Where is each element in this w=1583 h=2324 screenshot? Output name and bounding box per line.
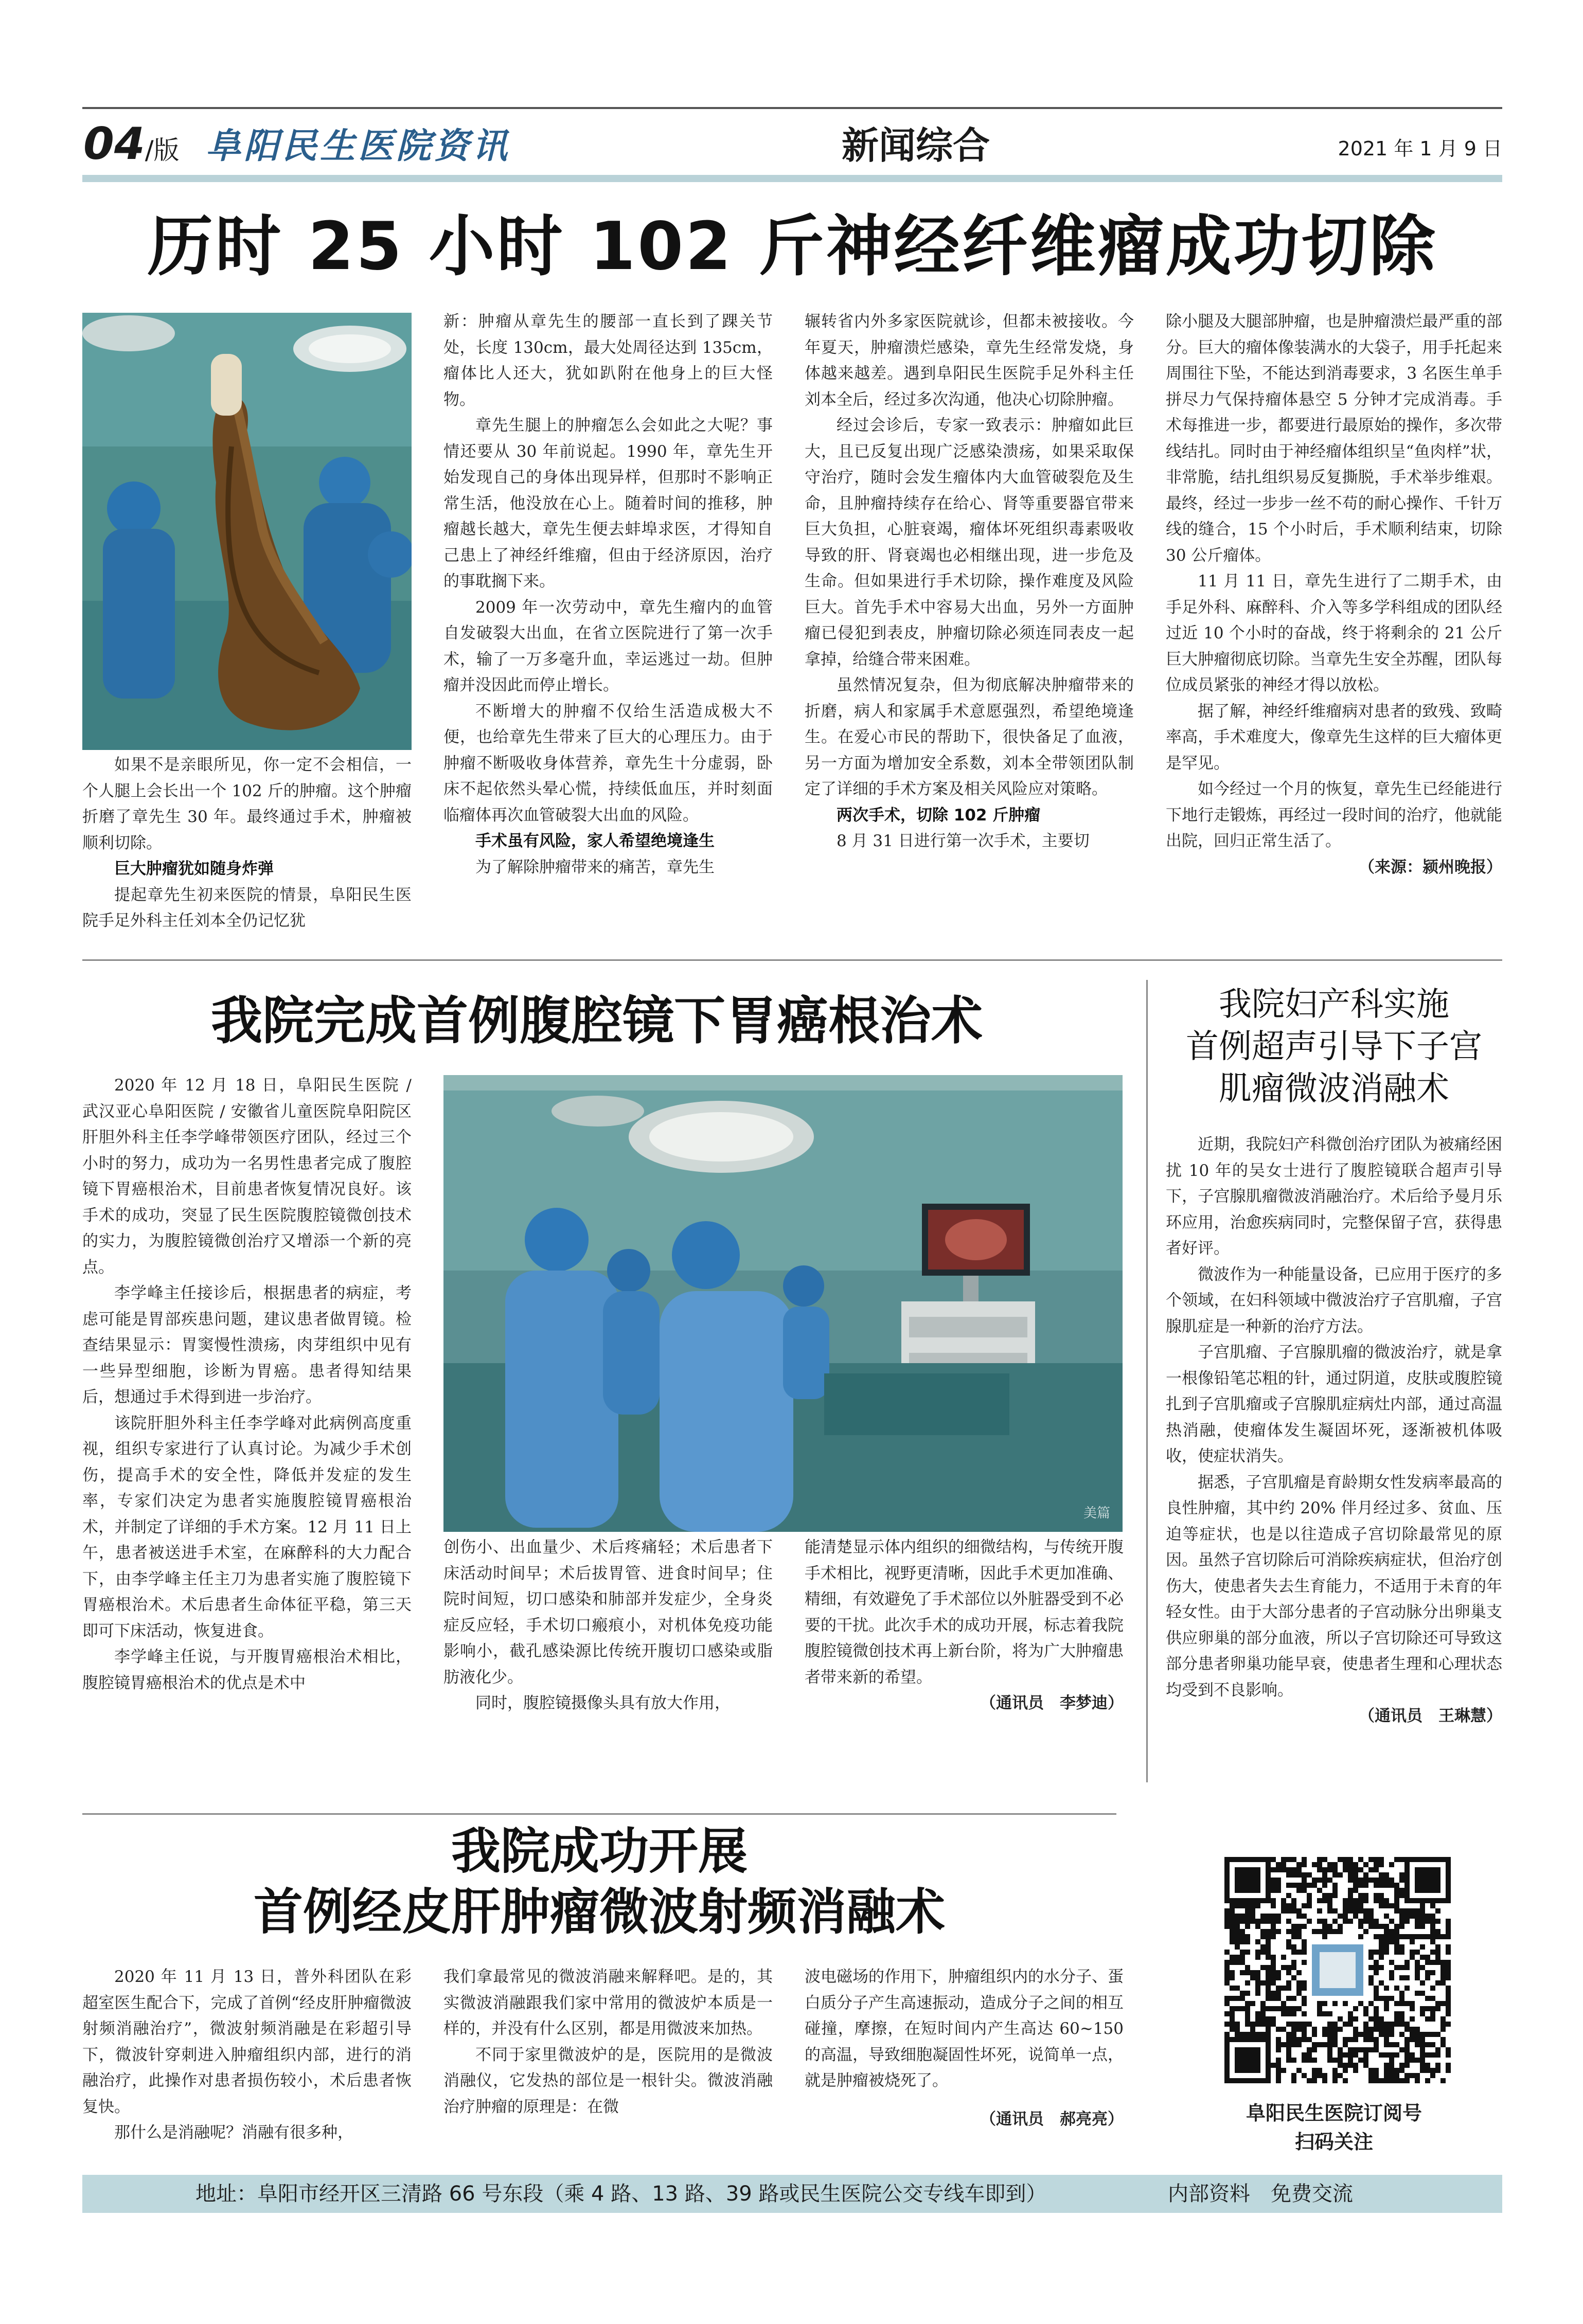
article1-col4-para2: 11 月 11 日，章先生进行了二期手术，由手足外科、麻醉科、介入等多学科组成的团队经过近 10 个小时的奋战，终于将剩余的 21 公斤巨大肿瘤彻底切除。当章先生安全苏醒，团队每位成员紧张的神经才得以放松。 bbox=[1166, 572, 1502, 694]
article2-col1-para2: 李学峰主任接诊后，根据患者的病症，考虑可能是胃部疾患问题，建议患者做胃镜。检查结果显示：胃窦慢性溃疡，肉芽组织中见有一些异型细胞，诊断为胃癌。患者得知结果后，想通过手术得到进一步治疗。 bbox=[82, 1284, 412, 1406]
qr-caption-line1: 阜阳民生医院订阅号 bbox=[1246, 2102, 1422, 2124]
photo-watermark: 美篇 bbox=[1083, 1506, 1110, 1521]
footer-address: 地址：阜阳市经开区三清路 66 号东段（乘 4 路、13 路、39 路或民生医院公交专线车即到） bbox=[195, 2182, 1047, 2206]
article3-title-line1: 我院妇产科实施 bbox=[1219, 986, 1449, 1024]
subscription-qr-code[interactable] bbox=[1224, 1857, 1451, 2083]
article1-subhead3: 两次手术，切除 102 斤肿瘤 bbox=[837, 806, 1041, 825]
article4-col1 bbox=[82, 1964, 412, 2146]
article1-col4 bbox=[1166, 309, 1502, 880]
article1-col2-para-after: 为了解除肿瘤带来的痛苦，章先生 bbox=[475, 857, 715, 877]
article4-title-line2: 首例经皮肝肿瘤微波射频消融术 bbox=[254, 1883, 945, 1941]
article1-col4-para3: 据了解，神经纤维瘤病对患者的致残、致畸率高，手术难度大，像章先生这样的巨大瘤体更是罕见。 bbox=[1166, 702, 1502, 773]
article4-credit: （通讯员 郝亮亮） bbox=[980, 2110, 1124, 2129]
footer-band bbox=[82, 2175, 1502, 2213]
paper-name: 阜阳民生医院资讯 bbox=[206, 126, 511, 167]
article1-title: 历时 25 小时 102 斤神经纤维瘤成功切除 bbox=[147, 208, 1437, 285]
footer-note: 内部资料 免费交流 bbox=[1168, 2182, 1353, 2206]
article1-subhead2: 手术虽有风险，家人希望绝境逢生 bbox=[475, 832, 715, 850]
article1-bottom-rule bbox=[82, 959, 1502, 961]
article1-col3 bbox=[805, 309, 1134, 854]
article4-col2 bbox=[443, 1964, 773, 2120]
section-name: 新闻综合 bbox=[841, 123, 990, 167]
article1-col2-para1: 新：肿瘤从章先生的腰部一直长到了踝关节处，长度 130cm，最大处周径达到 135cm，瘤体比人还大，犹如趴附在他身上的巨大怪物。 bbox=[443, 312, 773, 409]
article3-para3: 子宫肌瘤、子宫腺肌瘤的微波治疗，就是拿一根像铅笔芯粗的针，通过阴道，皮肤或腹腔镜扎到子宫肌瘤或子宫腺肌症病灶内部，通过高温热消融，使瘤体发生凝固坏死，逐渐被机体吸收，使症状消失。 bbox=[1166, 1343, 1502, 1465]
article3-body bbox=[1166, 1132, 1502, 1729]
article1-col1 bbox=[82, 752, 412, 934]
article3-title-line3: 肌瘤微波消融术 bbox=[1219, 1070, 1449, 1108]
article2-bottom-rule bbox=[82, 1813, 1116, 1815]
article3-para2: 微波作为一种能量设备，已应用于医疗的多个领域，在妇科领域中微波治疗子宫肌瘤，子宫腺肌症是一种新的治疗方法。 bbox=[1166, 1265, 1502, 1336]
article1-col4-para1: 除小腿及大腿部肿瘤，也是肿瘤溃烂最严重的部分。巨大的瘤体像装满水的大袋子，用手托起来周围往下坠，不能达到消毒要求，3 名医生单手拼尽力气保持瘤体悬空 5 分钟才完成消毒。手术每推进一步，都要进行最原始的操作，多次带线结扎。同时由于神经瘤体组织呈“鱼肉样”状，非常脆，结扎组织易反复撕脱，手术举步维艰。最终，经过一步步一丝不苟的耐心操作、千针万线的缝合，15 个小时后，手术顺利结束，切除 30 公斤瘤体。 bbox=[1166, 312, 1502, 565]
article2-col2 bbox=[443, 1534, 773, 1717]
article2-col3 bbox=[805, 1534, 1124, 1717]
article2-col1-para3: 该院肝胆外科主任李学峰对此病例高度重视，组织专家进行了认真讨论。为减少手术创伤，提高手术的安全性，降低并发症的发生率，专家们决定为患者实施腹腔镜胃癌根治术，并制定了详细的手术方案。12 月 11 日上午，患者被送进手术室，在麻醉科的大力配合下，由李学峰主任主刀为患者实施了腹腔镜下胃癌根治术。术后患者生命体征平稳，第三天即可下床活动，恢复进食。 bbox=[82, 1414, 412, 1640]
article4-col2-para1: 我们拿最常见的微波消融来解释吧。是的，其实微波消融跟我们家中常用的微波炉本质是一样的，并没有什么区别，都是用微波来加热。 bbox=[443, 1968, 773, 2038]
issue-date: 2021 年 1 月 9 日 bbox=[1338, 137, 1502, 160]
right-column-divider bbox=[1146, 980, 1148, 1782]
article4-col1-para1: 2020 年 11 月 13 日，普外科团队在彩超室医生配合下，完成了首例“经皮肝肿瘤微波射频消融治疗”，微波射频消融是在彩超引导下，微波针穿刺进入肿瘤组织内部，进行的消融治疗，此操作对患者损伤较小，术后患者恢复快。 bbox=[82, 1968, 412, 2116]
article1-col4-para4: 如今经过一个月的恢复，章先生已经能进行下地行走锻炼，再经过一段时间的治疗，他就能出院，回归正常生活了。 bbox=[1166, 780, 1502, 850]
article2-col1-para1: 2020 年 12 月 18 日，阜阳民生医院 / 武汉亚心阜阳医院 / 安徽省儿童医院阜阳院区肝胆外科主任李学峰带领医疗团队，经过三个小时的努力，成功为一名男性患者完成了腹腔镜下胃癌根治术，目前患者恢复情况良好。该手术的成功，突显了民生医院腹腔镜微创技术的实力，为腹腔镜微创治疗又增添一个新的亮点。 bbox=[82, 1076, 412, 1277]
qr-caption bbox=[1166, 2099, 1502, 2156]
article2-col2-para1: 创伤小、出血量少、术后疼痛轻；术后患者下床活动时间早；术后拔胃管、进食时间早；住院时间短，切口感染和肺部并发症少，全身炎症反应轻，手术切口瘢痕小，对机体免疫功能影响小，截孔感染源比传统开腹切口感染或脂肪液化少。 bbox=[443, 1538, 773, 1687]
article4-title-line1: 我院成功开展 bbox=[451, 1822, 748, 1880]
article1-surgery-photo bbox=[82, 313, 412, 750]
article2-col2-para2: 同时，腹腔镜摄像头具有放大作用， bbox=[475, 1694, 731, 1712]
article4-title bbox=[82, 1821, 1116, 1942]
article2-title: 我院完成首例腹腔镜下胃癌根治术 bbox=[211, 991, 983, 1051]
article4-col2-para2: 不同于家里微波炉的是，医院用的是微波消融仪，它发热的部位是一根针尖。微波消融治疗肿瘤的原理是：在微 bbox=[443, 2045, 773, 2116]
article3-credit: （通讯员 王琳慧） bbox=[1359, 1707, 1502, 1725]
article1-col1-para-after: 提起章先生初来医院的情景，阜阳民生医院手足外科主任刘本全仍记忆犹 bbox=[82, 885, 412, 930]
article1-col2 bbox=[443, 309, 773, 880]
article1-col1-para: 如果不是亲眼所见，你一定不会相信，一个人腿上会长出一个 102 斤的肿瘤。这个肿瘤折磨了章先生 30 年。最终通过手术，肿瘤被顺利切除。 bbox=[82, 756, 412, 852]
article1-col2-para2: 章先生腿上的肿瘤怎么会如此之大呢？事情还要从 30 年前说起。1990 年，章先生开始发现自己的身体出现异样，但那时不影响正常生活，他没放在心上。随着时间的推移，肿瘤越长越大，章先生便去蚌埠求医，才得知自己患上了神经纤维瘤，但由于经济原因，治疗的事耽搁下来。 bbox=[443, 416, 773, 591]
article4-col3 bbox=[805, 1964, 1124, 2132]
article3-title bbox=[1166, 984, 1502, 1110]
article1-col3-para-after: 8 月 31 日进行第一次手术，主要切 bbox=[837, 832, 1090, 850]
page-number: 04/版 bbox=[83, 118, 180, 170]
article1-col3-para3: 虽然情况复杂，但为彻底解决肿瘤带来的折磨，病人和家属手术意愿强烈，希望绝境逢生。在爱心市民的帮助下，很快备足了血液，另一方面为增加安全系数，刘本全带领团队制定了详细的手术方案及相关风险应对策略。 bbox=[805, 676, 1134, 798]
article1-col3-para1: 辗转省内外多家医院就诊，但都未被接收。今年夏天，肿瘤溃烂感染，章先生经常发烧，身体越来越差。遇到阜阳民生医院手足外科主任刘本全后，经过多次沟通，他决心切除肿瘤。 bbox=[805, 312, 1134, 409]
article2-credit: （通讯员 李梦迪） bbox=[980, 1694, 1124, 1712]
article4-col1-para2: 那什么是消融呢？消融有很多种， bbox=[114, 2123, 353, 2142]
article1-source: （来源：颍州晚报） bbox=[1359, 857, 1502, 877]
article1-subhead1: 巨大肿瘤犹如随身炸弹 bbox=[114, 860, 274, 878]
masthead-top-rule bbox=[82, 107, 1502, 109]
article1-col3-para2: 经过会诊后，专家一致表示：肿瘤如此巨大，且已反复出现广泛感染溃疡，如果采取保守治疗，随时会发生瘤体内大血管破裂危及生命，且肿瘤持续存在给心、肾等重要器官带来巨大负担，心脏衰竭，瘤体坏死组织毒素吸收导致的肝、肾衰竭也必相继出现，进一步危及生命。但如果进行手术切除，操作难度及风险巨大。首先手术中容易大出血，另外一方面肿瘤已侵犯到表皮，肿瘤切除必须连同表皮一起拿掉，给缝合带来困难。 bbox=[805, 416, 1134, 669]
masthead-band bbox=[82, 175, 1502, 182]
article4-col3-para1: 波电磁场的作用下，肿瘤组织内的水分子、蛋白质分子产生高速振动，造成分子之间的相互碰撞，摩擦，在短时间内产生高达 60~150 的高温，导致细胞凝固性坏死，说简单一点，就是肿瘤被烧死了。 bbox=[805, 1968, 1124, 2090]
article2-col3-para1: 能清楚显示体内组织的细微结构，与传统开腹手术相比，视野更清晰，因此手术更加准确、精细，有效避免了手术部位以外脏器受到不必要的干扰。此次手术的成功开展，标志着我院腹腔镜微创技术再上新台阶，将为广大肿瘤患者带来新的希望。 bbox=[805, 1538, 1124, 1687]
article2-col1-para4: 李学峰主任说，与开腹胃癌根治术相比，腹腔镜胃癌根治术的优点是术中 bbox=[82, 1648, 412, 1692]
article3-title-line2: 首例超声引导下子宫 bbox=[1186, 1028, 1482, 1066]
article3-para4: 据悉，子宫肌瘤是育龄期女性发病率最高的良性肿瘤，其中约 20% 伴月经过多、贫血、压迫等症状，也是以往造成子宫切除最常见的原因。虽然子宫切除后可消除疾病症状，但治疗创伤大，使患者失去生育能力，不适用于未育的年轻女性。由于大部分患者的子宫动脉分出卵巢支供应卵巢的部分血液，所以子宫切除还可导致这部分患者卵巢功能早衰，使患者生理和心理状态均受到不良影响。 bbox=[1166, 1473, 1502, 1700]
masthead bbox=[82, 107, 1502, 179]
article1-col2-para3: 2009 年一次劳动中，章先生瘤内的血管自发破裂大出血，在省立医院进行了第一次手术，输了一万多毫升血，幸运逃过一劫。但肿瘤并没因此而停止增长。 bbox=[443, 598, 773, 694]
article1-col2-para4: 不断增大的肿瘤不仅给生活造成极大不便，也给章先生带来了巨大的心理压力。由于肿瘤不断吸收身体营养，章先生十分虚弱，卧床不起依然头晕心慌，持续低血压，并时刻面临瘤体再次血管破裂大出血的风险。 bbox=[443, 702, 773, 825]
article2-col1 bbox=[82, 1072, 412, 1696]
page-suffix: /版 bbox=[145, 135, 180, 165]
qr-caption-line2: 扫码关注 bbox=[1294, 2131, 1373, 2153]
article3-para1: 近期，我院妇产科微创治疗团队为被痛经困扰 10 年的吴女士进行了腹腔镜联合超声引导下，子宫腺肌瘤微波消融治疗。术后给予曼月乐环应用，治愈疾病同时，完整保留子宫，获得患者好评。 bbox=[1166, 1135, 1502, 1258]
article2-operating-room-photo bbox=[443, 1075, 1123, 1532]
